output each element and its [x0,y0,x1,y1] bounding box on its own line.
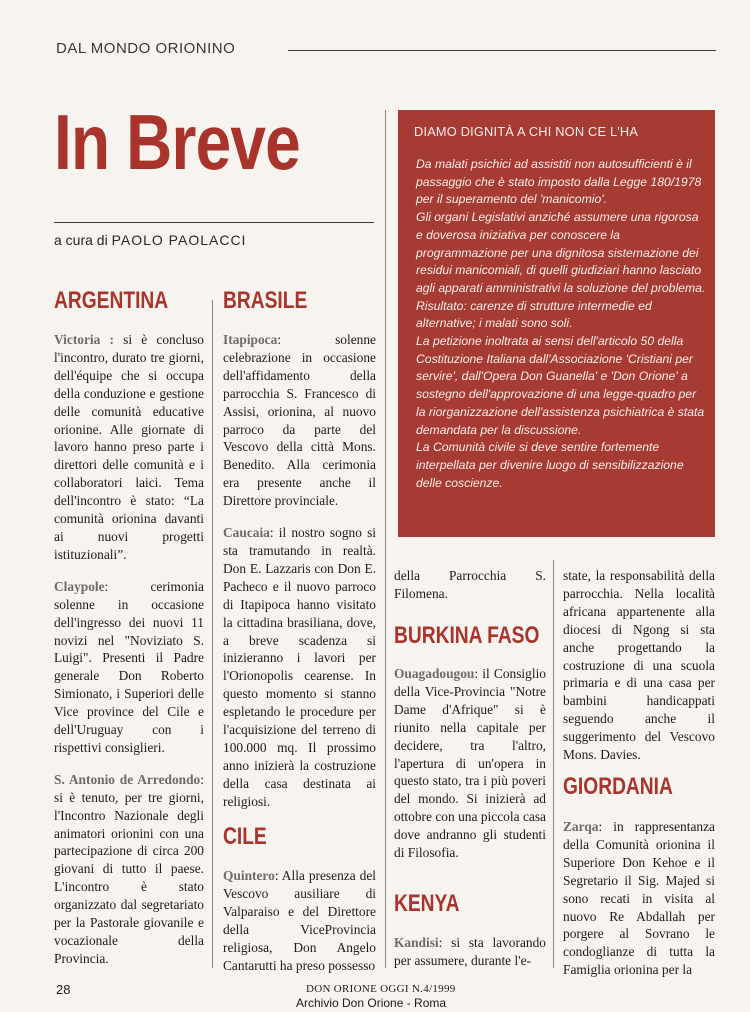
news-place: Ouagadougou [394,666,475,681]
header-divider [288,50,716,51]
column-divider [553,560,554,968]
news-item [54,771,204,968]
news-place: Itapipoca [223,332,278,347]
burkina-column [394,665,546,862]
cile-column [223,867,376,974]
section-heading-brasile: BRASILE [223,287,308,314]
box-paragraph: Da malati psichici ad assistiti non autosufficienti è il passaggio che è stato imposto dalla Legge 180/1978 per il superamento del 'manicomio'. [416,157,702,207]
news-item [394,665,546,862]
news-place: Kandisi [394,935,439,950]
column-divider [212,300,213,968]
news-text: : si è tenuto, per tre giorni, l'Incontro Nazionale degli animatori orionini con una partecipazione di circa 200 giovani di tutto il paese. L'incontro è stato organizzato dal segretariato per la Pastorale giovanile e vocazionale della Provincia. [54,771,204,966]
title-divider [54,222,374,223]
news-place: Caucaia [223,525,270,541]
news-text: si è concluso l'incontro, durato tre giorni, dell'équipe che si occupa della conduzione e gestione delle comunità educative orionine. Alle giornate di lavoro hanno preso parte i direttori delle comunità e i collaboratori laici. Tema dell'incontro è stato: “La comunità orionina davanti ai nuovi progetti istituzionali”. [54,332,204,562]
news-item [394,934,546,970]
column-4-continuation [563,567,715,764]
box-paragraph: La petizione inoltrata ai sensi dell'articolo 50 della Costituzione Italiana dall'Associazione 'Cristiani per servire', dall'Opera Don Guanella' e 'Don Orione' a sostegno dell'approvazione di una legge-quadro per la riorganizzazione dell'assistenza psichiatrica è stata demandata per la discussione. [416,334,705,437]
byline [54,232,246,248]
news-place: Quintero [223,868,275,883]
box-paragraph: Gli organi Legislativi anziché assumere una rigorosa e doverosa iniziativa per conoscere la programmazione per una dignitosa sistemazione dei residui manicomiali, di quelli giudiziari hanno lasciato agli apparati amministrativi la soluzione del problema. [416,210,706,295]
news-text: : Alla presenza del Vescovo ausiliare di Valparaiso e del Direttore della ViceProvincia religiosa, Don Angelo Cantarutti ha preso possesso [223,868,376,973]
argentina-column [54,331,204,968]
kenya-column [394,934,546,970]
news-place: Claypole [54,578,105,594]
brasile-column [223,331,376,811]
news-text: : il nostro sogno si sta tramutando in realtà. Don E. Lazzaris con Don E. Pacheco e il nuovo parroco di Itapipoca hanno visitato la cittadina brasiliana, dove, a breve scadenza si inizieranno i lavori per l'Orionopolis cearense. In questo momento si stanno espletando le procedure per l'acquisizione del terreno di 100.000 mq. Il prossimo anno inizierà la costruzione della casa destinata ai religiosi. [223,525,376,809]
news-item [54,331,204,564]
section-heading-kenya: KENYA [394,890,460,917]
page-title: In Breve [54,98,300,186]
news-place: S. Antonio de Arredondo [54,771,201,787]
news-text: : si sta lavorando per assumere, durante l'e- [394,935,546,968]
continuation-text: state, la responsabilità della parrocchia. Nella località africana appartenente alla diocesi di Ngong si sta anche progettando la costruzione di una scuola primaria e di una casa per bambini handicappati seguendo anche il suggerimento del Vescovo Mons. Davies. [563,568,715,763]
box-paragraph: La Comunità civile si deve sentire fortemente interpellata per divenire luogo di sensibilizzazione delle coscienze. [416,440,684,490]
section-heading-burkina-faso: BURKINA FASO [394,622,540,649]
news-place: Victoria : [54,332,114,347]
news-item [54,578,204,757]
box-paragraph: Risultato: carenze di strutture intermedie ed alternative; i malati sono soli. [416,298,652,331]
news-item [223,867,376,974]
news-item [223,524,376,811]
box-text [416,156,708,492]
news-item [223,331,376,510]
news-place: Zarqa [563,819,599,834]
archive-credit: Archivio Don Orione - Roma [296,996,447,1010]
news-item [563,818,715,979]
section-heading-argentina: ARGENTINA [54,287,169,314]
column-3-continuation [394,567,546,603]
section-heading-giordania: GIORDANIA [563,773,673,800]
giordania-column [563,818,715,979]
section-label: DAL MONDO ORIONINO [56,40,236,57]
byline-author: PAOLO PAOLACCI [111,232,247,248]
continuation-text: della Parrocchia S. Filomena. [394,568,546,601]
box-title: DIAMO DIGNITÀ A CHI NON CE L'HA [414,124,639,139]
page-number: 28 [56,982,71,997]
magazine-issue: DON ORIONE OGGI N.4/1999 [306,983,456,995]
news-text: : in rappresentanza della Comunità orionina il Superiore Don Kehoe e il Segretario il Sig. Majed si sono recati in visita al nuovo Re Abdallah per porgere al Sovrano le condoglianze di tutta la Famiglia orionina per la [563,819,715,978]
news-text: : cerimonia solenne in occasione dell'ingresso dei nuovi 11 novizi nel "Noviziato S. Luigi". Presenti il Padre generale Don Roberto Simionato, i Superiori delle Vice province del Cile e dell'Uruguay con i rispettivi consiglieri. [54,578,204,755]
highlight-box [398,110,715,537]
news-text: : solenne celebrazione in occasione dell'affidamento della parrocchia S. Francesco di Assisi, orionina, al nuovo parroco da parte del Vescovo della città Mons. Benedito. Alla cerimonia era presente anche il Direttore provinciale. [223,332,376,509]
column-divider [385,110,386,968]
section-heading-cile: CILE [223,823,267,850]
byline-prefix: a cura di [54,232,108,248]
news-text: : il Consiglio della Vice-Provincia "Notre Dame d'Afrique" si è riunito nella capitale per decidere, tra l'altro, l'apertura di un'opera in questo stato, tra i più poveri del mondo. Si inizierà ad ottobre con una piccola casa dove andranno gli studenti di Filosofia. [394,666,546,861]
